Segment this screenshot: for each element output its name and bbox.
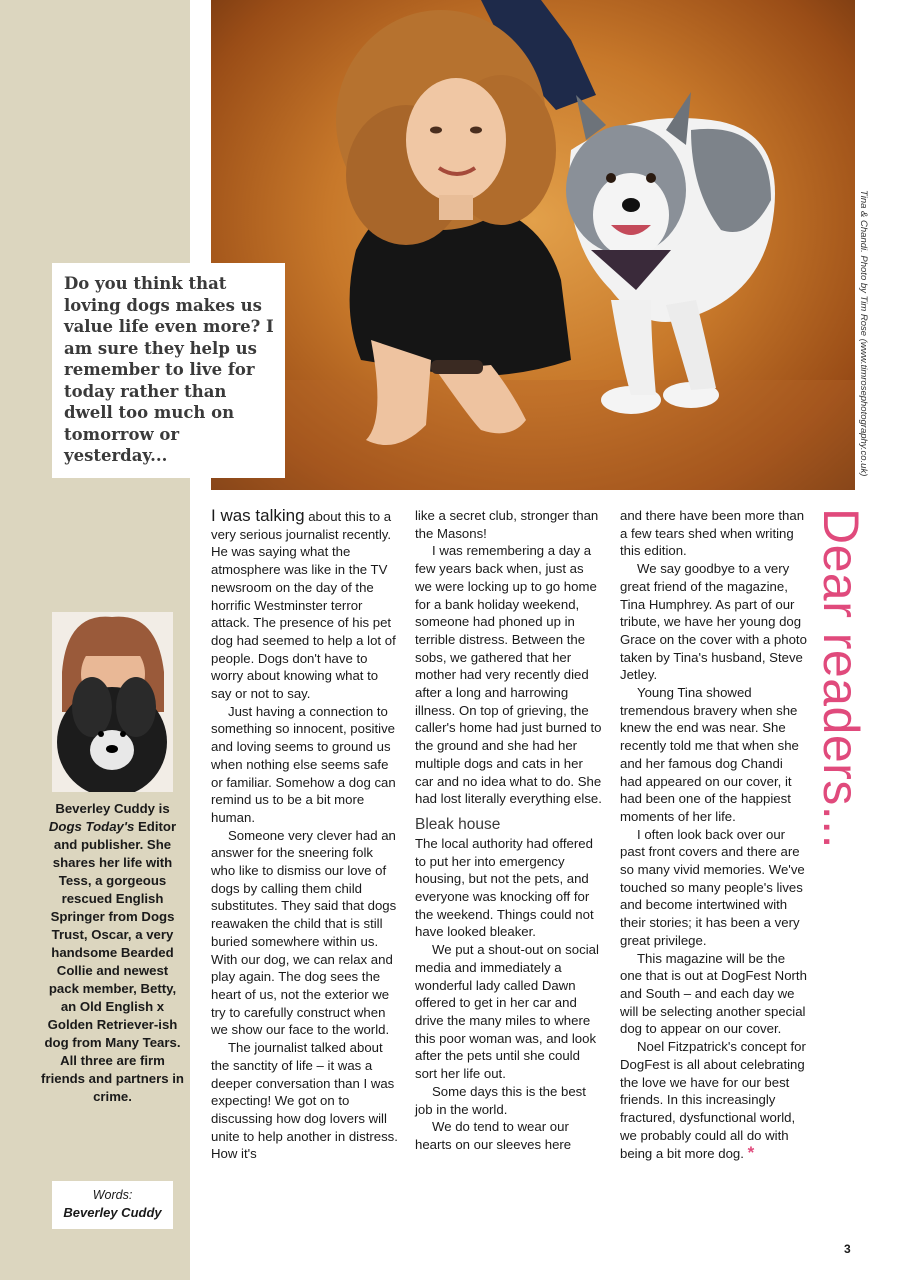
paragraph: Some days this is the best job in the world. — [415, 1083, 586, 1117]
paragraph: This magazine will be the one that is out at DogFest North and South – and each day we will be selecting another special dog to appear on our cover. — [620, 950, 807, 1037]
author-bio — [40, 800, 185, 1106]
paragraph: The local authority had offered to put her into emergency housing, but not the pets, and everyone was knocking off for the weekend. Things could not have looked bleaker. — [415, 835, 594, 940]
article-column-3 — [620, 507, 808, 1163]
paragraph: like a secret club, stronger than the Masons! — [415, 508, 599, 541]
paragraph: Someone very clever had an answer for the sneering folk who like to dismiss our love of dogs by calling them child substitutes. They said that dogs reawaken the child that is still buried somewhere within us. With our dog, we can relax and play again. The dog sees the heart of us, not the exterior we try to carefully construct when we show our face to the world. — [211, 827, 397, 1038]
bio-text-start: Beverley Cuddy is — [55, 801, 170, 816]
paragraph: and there have been more than a few tears shed when writing this edition. — [620, 508, 805, 559]
subheading: Bleak house — [415, 815, 501, 833]
woman-and-dog-illustration — [211, 0, 855, 490]
pull-quote: Do you think that loving dogs makes us value life even more? I am sure they help us remember to live for today rather than dwell too much on tomorrow or yesterday... — [52, 263, 285, 478]
paragraph-text: about this to a very serious journalist recently. He was saying what the atmosphere was like in the TV newsroom on the day of the horrific Westminster terror attack. The presence of his pet dog had seemed to help a lot of people. Dogs don't have to worry about knowing what to say or not to say. — [211, 509, 396, 702]
paragraph: We put a shout-out on social media and immediately a wonderful lady called Dawn offered to get in her car and drive the many miles to where this poor woman was, and look after the pets until she could sort her life out. — [415, 942, 599, 1082]
paragraph: I often look back over our past front covers and there are so many vivid memories. We've touched so many people's lives and become intertwined with their stories; it has been a very great privilege. — [620, 826, 805, 948]
bio-text-end: Editor and publisher. She shares her life with Tess, a gorgeous rescued English Springer from Dogs Trust, Oscar, a very handsome Bearded Collie and newest pack member, Betty, an Old English x Golden Retriever-ish dog from Many Tears. All three are firm friends and partners in crime. — [41, 819, 184, 1104]
paragraph-text: Noel Fitzpatrick's concept for DogFest is all about celebrating the love we have for our best friends. In this increasingly fractured, dysfunctional world, we probably could all do with being a bit more dog. — [620, 1039, 806, 1162]
paragraph: Just having a connection to something so innocent, positive and loving seems to ground us when nothing else seems safe or familiar. Somehow a dog can remind us to be a bit more human. — [211, 703, 396, 825]
paragraph: We do tend to wear our hearts on our sleeves here — [415, 1119, 572, 1152]
paragraph: We say goodbye to a very great friend of the magazine, Tina Humphrey. As part of our tribute, we have her young dog Grace on the cover with a photo taken by Tina's husband, Steve Jetley. — [620, 561, 807, 683]
paragraph — [620, 1038, 808, 1163]
article-column-2 — [415, 507, 603, 1154]
paragraph: I was remembering a day a few years back when, just as we were locking up to go home for a bank holiday weekend, someone had phoned up in terrible distress. Between the sobs, we gathered that her mother had very recently died after a long and harrowing illness. On top of grieving, the caller's home had just burned to the ground and she had her multiple dogs and cats in her car and no idea what to do. She had lost literally everything else. — [415, 543, 602, 807]
author-with-dog-illustration — [52, 612, 173, 792]
paragraph — [211, 507, 399, 703]
byline-box — [52, 1181, 173, 1229]
lead-in: I was talking — [211, 506, 305, 525]
page-number: 3 — [844, 1242, 851, 1256]
photo-credit: Tina & Chandi. Photo by Tim Rose (www.timrosephotography.co.uk) — [858, 190, 869, 477]
byline-author: Beverley Cuddy — [63, 1205, 162, 1220]
end-mark-icon: * — [747, 1143, 755, 1163]
bio-magazine-name: Dogs Today's — [48, 819, 135, 834]
paragraph: The journalist talked about the sanctity of life – it was a deeper conversation than I was expecting! We got on to discussing how dog lovers will unite to help another in distress. How it's — [211, 1040, 398, 1162]
article-column-1 — [211, 507, 399, 1163]
paragraph: Young Tina showed tremendous bravery when she knew the end was near. She recently told me that when she and her famous dog Chandi had appeared on our cover, it had been one of the happiest moments of her life. — [620, 685, 799, 824]
hero-photo — [211, 0, 855, 490]
byline-label: Words: — [92, 1188, 133, 1202]
author-portrait — [52, 612, 173, 792]
page-title: Dear readers... — [813, 508, 869, 849]
